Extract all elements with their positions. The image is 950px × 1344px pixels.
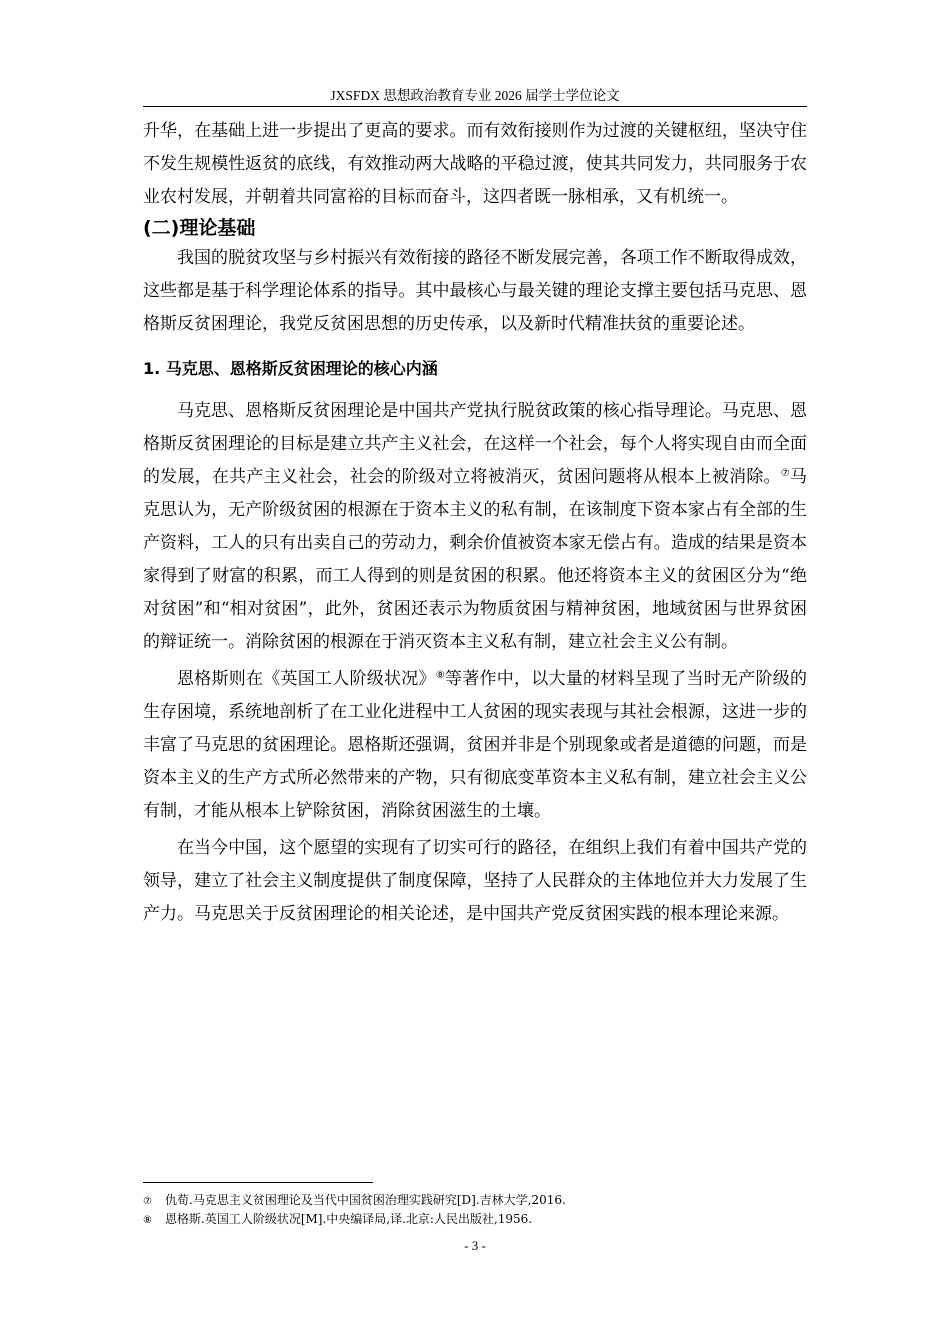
page-number: - 3 - <box>464 1238 486 1253</box>
footnote-text: 恩格斯.英国工人阶级状况[M].中央编译局,译.北京:人民出版社,1956. <box>165 1212 533 1226</box>
footnote-7 <box>143 1192 807 1210</box>
section-heading: (二)理论基础 <box>143 217 256 239</box>
paragraph-engels <box>143 663 807 828</box>
footnote-mark: ⑧ <box>143 1215 152 1226</box>
paragraph-theory-basis: 我国的脱贫攻坚与乡村振兴有效衔接的路径不断发展完善，各项工作不断取得成效，这些都是基于科学理论体系的指导。其中最核心与最关键的理论支撑主要包括马克思、恩格斯反贫困理论，我党反贫困思想的历史传承，以及新时代精准扶贫的重要论述。 <box>143 248 807 334</box>
paragraph-text: 马克思、恩格斯反贫困理论是中国共产党执行脱贫政策的核心指导理论。马克思、恩格斯反贫困理论的目标是建立共产主义社会，在这样一个社会，每个人将实现自由而全面的发展，在共产主义社会，社会的阶级对立将被消灭，贫困问题将从根本上被消除。 <box>143 401 807 487</box>
paragraph-text: 等著作中，以大量的材料呈现了当时无产阶级的生存困境，系统地剖析了在工业化进程中工人贫困的现实表现与其社会根源，这进一步的丰富了马克思的贫困理论。恩格斯还强调，贫困并非是个别现象或者是道德的问题，而是资本主义的生产方式所必然带来的产物，只有彻底变革资本主义私有制，建立社会主义公有制，才能从根本上铲除贫困，消除贫困滋生的土壤。 <box>143 669 808 821</box>
footnote-text: 仇荀.马克思主义贫困理论及当代中国贫困治理实践研究[D].吉林大学,2016. <box>165 1193 566 1207</box>
paragraph-continuation: 升华，在基础上进一步提出了更高的要求。而有效衔接则作为过渡的关键枢纽，坚决守住不发生规模性返贫的底线，有效推动两大战略的平稳过渡，使其共同发力，共同服务于农业农村发展，并朝着共同富裕的目标而奋斗，这四者既一脉相承，又有机统一。 <box>143 121 807 207</box>
footnote-mark: ⑦ <box>143 1196 152 1207</box>
paragraph-text: 马克思认为，无产阶级贫困的根源在于资本主义的私有制，在该制度下资本家占有全部的生产资料，工人的只有出卖自己的劳动力，剩余价值被资本家无偿占有。造成的结果是资本家得到了财富的积累，而工人得到的则是贫困的积累。他还将资本主义的贫困区分为“绝对贫困”和“相对贫困”，此外，贫困还表示为物质贫困与精神贫困，地域贫困与世界贫困的辩证统一。消除贫困的根源在于消灭资本主义私有制，建立社会主义公有制。 <box>143 467 807 652</box>
footnote-ref-7[interactable]: ⑦ <box>780 468 790 479</box>
paragraph-china-today: 在当今中国，这个愿望的实现有了切实可行的路径，在组织上我们有着中国共产党的领导，建立了社会主义制度提供了制度保障，坚持了人民群众的主体地位并大力发展了生产力。马克思关于反贫困理论的相关论述，是中国共产党反贫困实践的根本理论来源。 <box>143 838 807 924</box>
footnote-separator <box>143 1182 373 1183</box>
running-header: JXSFDX 思想政治教育专业 2026 届学士学位论文 <box>143 87 807 107</box>
paragraph-marx-theory <box>143 395 807 659</box>
footnote-ref-8[interactable]: ⑧ <box>435 670 445 681</box>
subsection-heading: 1. 马克思、恩格斯反贫困理论的核心内涵 <box>143 359 438 378</box>
paragraph-text: 恩格斯则在《英国工人阶级状况》 <box>177 669 436 689</box>
footnote-8 <box>143 1211 807 1229</box>
page-body <box>143 115 807 931</box>
